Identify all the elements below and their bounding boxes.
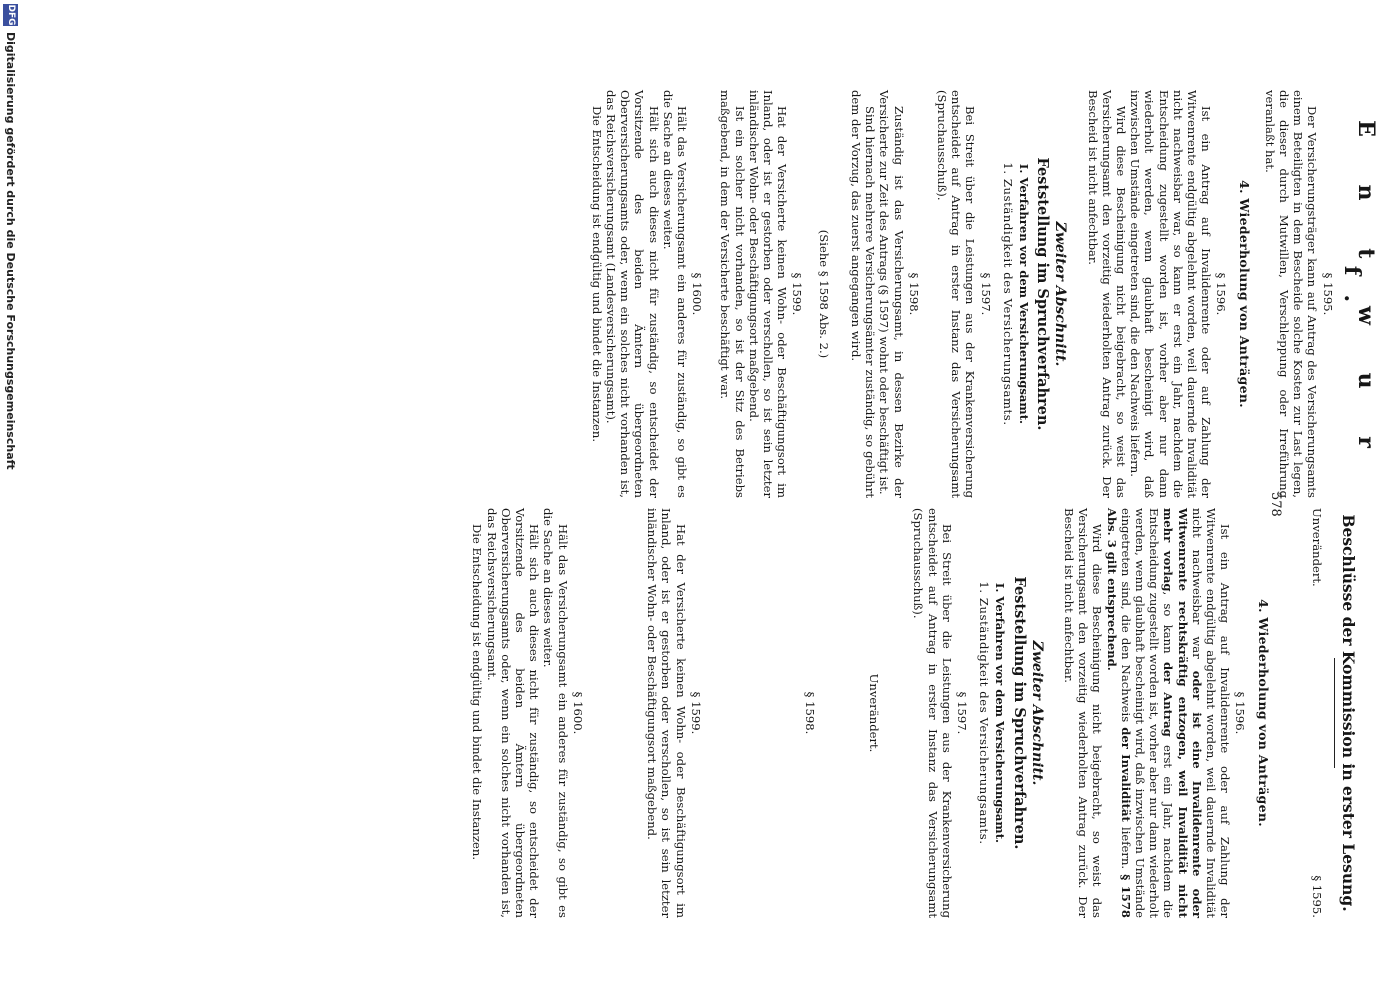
section-heading-1598: § 1598. bbox=[802, 691, 817, 735]
header-rule bbox=[1334, 658, 1335, 768]
subheading-wiederholung: 4. Wiederholung von Anträgen. bbox=[1236, 180, 1252, 408]
section-1595-row bbox=[1310, 508, 1324, 918]
section-text-1600: Hält das Versicherungsamt ein anderes für zuständig, so gibt es die Sache an dieses weiter. bbox=[541, 508, 570, 918]
text-1596-part1: Ist ein Antrag auf Invalidenrente oder auf Zahlung der Witwenrente endgültig abgelehnt worden, weil dauernde Invalidität nicht nachweisbar war bbox=[1189, 508, 1233, 918]
abschnitt-subtitle-i: I. Verfahren vor dem Versicherungsamt. bbox=[993, 582, 1008, 844]
section-heading-1600: § 1600. bbox=[690, 272, 705, 316]
entwurf-column bbox=[0, 90, 1383, 498]
entwurf-header: E n t w u r f. bbox=[1338, 120, 1379, 468]
abschnitt-heading: Zweiter Abschnitt. bbox=[1028, 640, 1045, 786]
unchanged-label-1595: Unverändert. bbox=[1309, 508, 1324, 587]
section-text-1599-para2: Ist ein solcher nicht vorhanden, so ist der Sitz des Betriebs maßgebend, in dem der Versicherte beschäftigt war. bbox=[718, 90, 747, 498]
text-1596-bold4: § 1578 Abs. 3 gilt entsprechend. bbox=[1104, 508, 1133, 918]
section-text-1599: Hat der Versicherte keinen Wohn- oder Beschäftigungsort im Inland, oder ist er gestorben oder verschollen, so ist sein letzter inländischer Wohn- oder Beschäftigungsort maßgebend. bbox=[645, 508, 688, 918]
section-text-1596-para2: Wird diese Bescheinigung nicht beigebracht, so weist das Versicherungsamt den vorzeitig wiederholten Antrag zurück. Der Bescheid ist nicht anfechtbar. bbox=[1061, 508, 1105, 918]
section-heading-1599: § 1599. bbox=[688, 691, 703, 735]
abschnitt-heading: Zweiter Abschnitt. bbox=[1052, 221, 1069, 367]
section-text-1600-para3: Die Entscheidung ist endgültig und bindet die Instanzen. bbox=[470, 524, 485, 860]
subheading-wiederholung: 4. Wiederholung von Anträgen. bbox=[1255, 599, 1271, 827]
section-text-1598: Zuständig ist das Versicherungsamt, in dessen Bezirke der Versicherte zur Zeit des Antrags (§ 1597) wohnt oder beschäftigt ist. bbox=[877, 90, 906, 498]
text-1596-part2: , so kann bbox=[1161, 591, 1176, 662]
abschnitt-title: Feststellung im Spruchverfahren. bbox=[1010, 576, 1028, 850]
section-text-1600-para3: Die Entscheidung ist endgültig und bindet die Instanzen. bbox=[589, 106, 604, 442]
section-note-1598: (Siehe § 1598 Abs. 2.) bbox=[816, 229, 831, 359]
section-text-1599: Hat der Versicherte keinen Wohn- oder Beschäftigungsort im Inland, oder ist er gestorben oder verschollen, so ist sein letzter inländischer Wohn- oder Beschäftigungsort maßgebend. bbox=[746, 90, 790, 498]
unchanged-label-1598: Unverändert. bbox=[867, 673, 882, 753]
section-text-1600: Hält das Versicherungsamt ein anderes für zuständig, so gibt es die Sache an dieses weiter. bbox=[660, 90, 690, 498]
section-text-1596: Ist ein Antrag auf Invalidenrente oder auf Zahlung der Witwenrente endgültig abgelehnt worden, weil dauernde Invalidität nicht nachweisbar war, so kann er erst ein Jahr, nachdem die Entscheidung zugestellt worden ist, vorher aber nur dann wiederholt werden, wenn glaubhaft bescheinigt wird, daß inzwischen Umstände eingetreten sind, die den Nachweis liefern. bbox=[1128, 90, 1214, 498]
section-heading-1600: § 1600. bbox=[570, 691, 585, 735]
section-text-1596 bbox=[1104, 508, 1232, 918]
abschnitt-title: Feststellung im Spruchverfahren. bbox=[1034, 157, 1052, 431]
section-heading-1596: § 1596. bbox=[1233, 691, 1248, 735]
digitization-credit-text: Digitalisierung gefördert durch die Deutsche Forschungsgemeinschaft bbox=[4, 32, 18, 470]
text-1596-part3: erst ein Jahr, nachdem die Entscheidung zugestellt worden ist, vorher aber nur dann wiederholt werden, wenn glaubhaft bescheinigt wird, daß inzwischen Umstände eingetreten sind, die den Nachweis bbox=[1118, 508, 1176, 918]
section-heading-1595: § 1595. bbox=[1309, 875, 1324, 918]
kommission-header: Beschlüsse der Kommission in erster Lesung. bbox=[1339, 514, 1358, 912]
text-1596-bold1: oder ist eine Invalidenrente oder Witwenrente rechtskräftig entzogen, weil Invalidität nicht mehr vorlag bbox=[1161, 508, 1204, 918]
digitization-credit bbox=[0, 0, 22, 1000]
text-1596-bold3: der Invalidität bbox=[1118, 727, 1133, 822]
text-1596-bold2: der Antrag bbox=[1161, 661, 1176, 737]
section-heading-1595: § 1595. bbox=[1320, 272, 1335, 316]
section-text-1600-para2: Hält sich auch dieses nicht für zuständig, so entscheidet der Vorsitzende des beiden Ämtern übergeordneten Oberversicherungsamts oder, wenn ein solches nicht vorhanden ist, das Reichsversicherungsamt. bbox=[484, 508, 542, 918]
section-text-1596-para2: Wird diese Bescheinigung nicht beigebracht, so weist das Versicherungsamt den vorzeitig wiederholten Antrag zurück. Der Bescheid ist nicht anfechtbar. bbox=[1085, 90, 1128, 498]
section-heading-1598: § 1598. bbox=[906, 272, 921, 316]
dfg-logo-icon: DFG bbox=[4, 4, 19, 26]
abschnitt-subtitle-1: 1. Zuständigkeit des Versicherungsamts. bbox=[1000, 162, 1015, 426]
abschnitt-subtitle-1: 1. Zuständigkeit des Versicherungsamts. bbox=[977, 581, 992, 845]
text-1596-part4: liefern. bbox=[1118, 821, 1133, 875]
section-heading-1597: § 1597. bbox=[978, 272, 993, 316]
section-text-1595: Der Versicherungsträger kann auf Antrag des Versicherungsamts einem Beteiligten in dem Bescheide solche Kosten zur Last legen, die dieser durch Mutwillen, Verschleppung oder Irreführung veranlaßt hat. bbox=[1262, 90, 1320, 498]
page-number: 578 bbox=[1268, 492, 1283, 517]
section-heading-1596: § 1596. bbox=[1214, 272, 1229, 316]
section-text-1598-para2: Sind hiernach mehrere Versicherungsämter zuständig, so gebührt dem der Vorzug, das zuerst angegangen wird. bbox=[848, 90, 878, 498]
abschnitt-subtitle-i: I. Verfahren vor dem Versicherungsamt. bbox=[1016, 163, 1031, 425]
section-heading-1597: § 1597. bbox=[954, 691, 969, 735]
section-heading-1599: § 1599. bbox=[790, 272, 805, 316]
section-text-1597: Bei Streit über die Leistungen aus der Krankenversicherung entscheidet auf Antrag in erster Instanz das Versicherungsamt (Spruchausschuß). bbox=[911, 508, 954, 918]
section-text-1600-para2: Hält sich auch dieses nicht für zuständig, so entscheidet der Vorsitzende des beiden Ämtern übergeordneten Oberversicherungsamts oder, wenn ein solches nicht vorhanden ist, das Reichsversicherungsamt (Landesversicherungsamt). bbox=[604, 90, 661, 498]
section-text-1597: Bei Streit über die Leistungen aus der Krankenversicherung entscheidet auf Antrag in erster Instanz das Versicherungsamt (Spruchausschuß). bbox=[934, 90, 978, 498]
kommission-column bbox=[0, 508, 1383, 918]
